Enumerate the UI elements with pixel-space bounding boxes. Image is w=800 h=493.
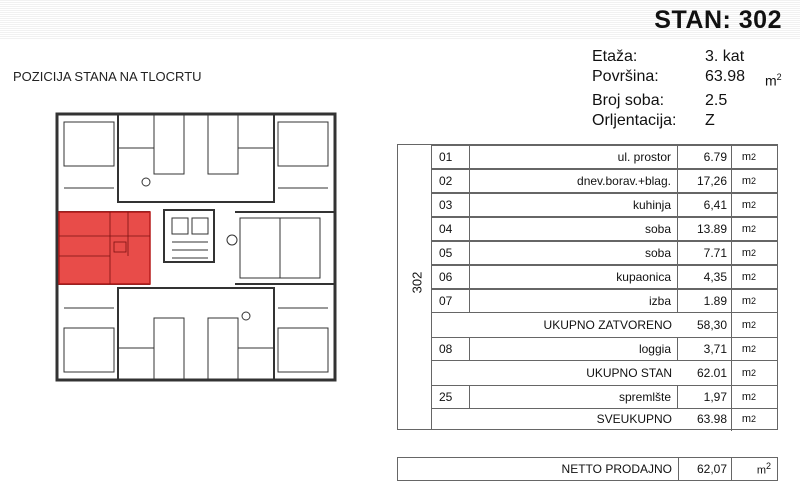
room-number: 07 xyxy=(432,290,470,312)
table-row xyxy=(432,217,777,241)
area-unit: m 2 xyxy=(741,413,756,425)
room-area: 1.89 xyxy=(678,290,732,312)
room-area: 6.79 xyxy=(678,146,732,168)
area-unit: m 2 xyxy=(741,199,756,211)
page-title xyxy=(654,6,782,35)
room-name: kuhinja xyxy=(470,194,678,216)
room-number: 01 xyxy=(432,146,470,168)
apartment-info xyxy=(592,47,782,131)
room-name: kupaonica xyxy=(470,266,678,288)
room-name: soba xyxy=(470,218,678,240)
table-row xyxy=(432,337,777,361)
grand-total-row xyxy=(432,407,777,431)
flat-id-column xyxy=(398,145,432,429)
floor-value: 3. kat xyxy=(705,48,745,65)
subtotal-label: UKUPNO STAN xyxy=(586,366,672,380)
room-name: dnev.borav.+blag. xyxy=(470,170,678,192)
area-value: 63.98 xyxy=(705,68,746,85)
area-unit: m 2 xyxy=(741,295,756,307)
room-number: 04 xyxy=(432,218,470,240)
orientation-value: Z xyxy=(705,111,715,129)
room-name: spremlšte xyxy=(470,386,678,408)
floor-plan xyxy=(50,108,342,386)
area-unit: m 2 xyxy=(741,271,756,283)
net-sales-value: 62,07 xyxy=(678,458,732,480)
rooms-value: 2.5 xyxy=(705,91,728,109)
plan-label: POZICIJA STANA NA TLOCRTU xyxy=(13,69,202,84)
room-name: loggia xyxy=(470,338,678,360)
table-row xyxy=(432,265,777,289)
room-area: 13.89 xyxy=(678,218,732,240)
area-unit: $m^2$ xyxy=(765,72,782,89)
net-sales-row xyxy=(397,457,778,481)
subtotal-value: 58,30 xyxy=(678,313,732,337)
room-area: 6,41 xyxy=(678,194,732,216)
room-name: soba xyxy=(470,242,678,264)
subtotal-closed-row xyxy=(432,313,777,337)
rooms-label: Broj soba: xyxy=(592,91,665,109)
room-area: 7.71 xyxy=(678,242,732,264)
room-area: 1,97 xyxy=(678,386,732,408)
floor-label: Etaža: xyxy=(592,48,638,65)
total-value: 63.98 xyxy=(678,407,732,431)
area-unit: m 2 xyxy=(741,391,756,403)
room-name: izba xyxy=(470,290,678,312)
table-row xyxy=(432,193,777,217)
room-table xyxy=(397,144,778,430)
room-name: ul. prostor xyxy=(470,146,678,168)
net-sales-label: NETTO PRODAJNO xyxy=(561,462,672,476)
area-label: Površina: xyxy=(592,68,659,85)
title-prefix: STAN: xyxy=(654,6,732,34)
room-area: 4,35 xyxy=(678,266,732,288)
area-unit: m 2 xyxy=(741,343,756,355)
room-number: 02 xyxy=(432,170,470,192)
room-area: 17,26 xyxy=(678,170,732,192)
subtotal-value: 62.01 xyxy=(678,361,732,385)
room-number: 25 xyxy=(432,386,470,408)
highlighted-apartment xyxy=(59,212,150,284)
total-label: SVEUKUPNO xyxy=(596,412,672,426)
area-unit: m 2 xyxy=(741,319,756,331)
table-row xyxy=(432,169,777,193)
area-unit: m 2 xyxy=(741,175,756,187)
room-number: 03 xyxy=(432,194,470,216)
table-row xyxy=(432,289,777,313)
table-row xyxy=(432,145,777,169)
area-unit: m 2 xyxy=(741,247,756,259)
area-unit: m 2 xyxy=(741,151,756,163)
table-row xyxy=(432,385,777,409)
area-unit: $m^2$ xyxy=(756,461,771,477)
subtotal-label: UKUPNO ZATVORENO xyxy=(543,318,672,332)
room-number: 06 xyxy=(432,266,470,288)
table-row xyxy=(432,241,777,265)
flat-id: 302 xyxy=(409,271,425,294)
room-area: 3,71 xyxy=(678,338,732,360)
subtotal-flat-row xyxy=(432,361,777,385)
area-unit: m 2 xyxy=(741,367,756,379)
room-number: 08 xyxy=(432,338,470,360)
area-unit: m 2 xyxy=(741,223,756,235)
title-number: 302 xyxy=(738,6,782,34)
orientation-label: Orljentacija: xyxy=(592,111,677,129)
room-number: 05 xyxy=(432,242,470,264)
